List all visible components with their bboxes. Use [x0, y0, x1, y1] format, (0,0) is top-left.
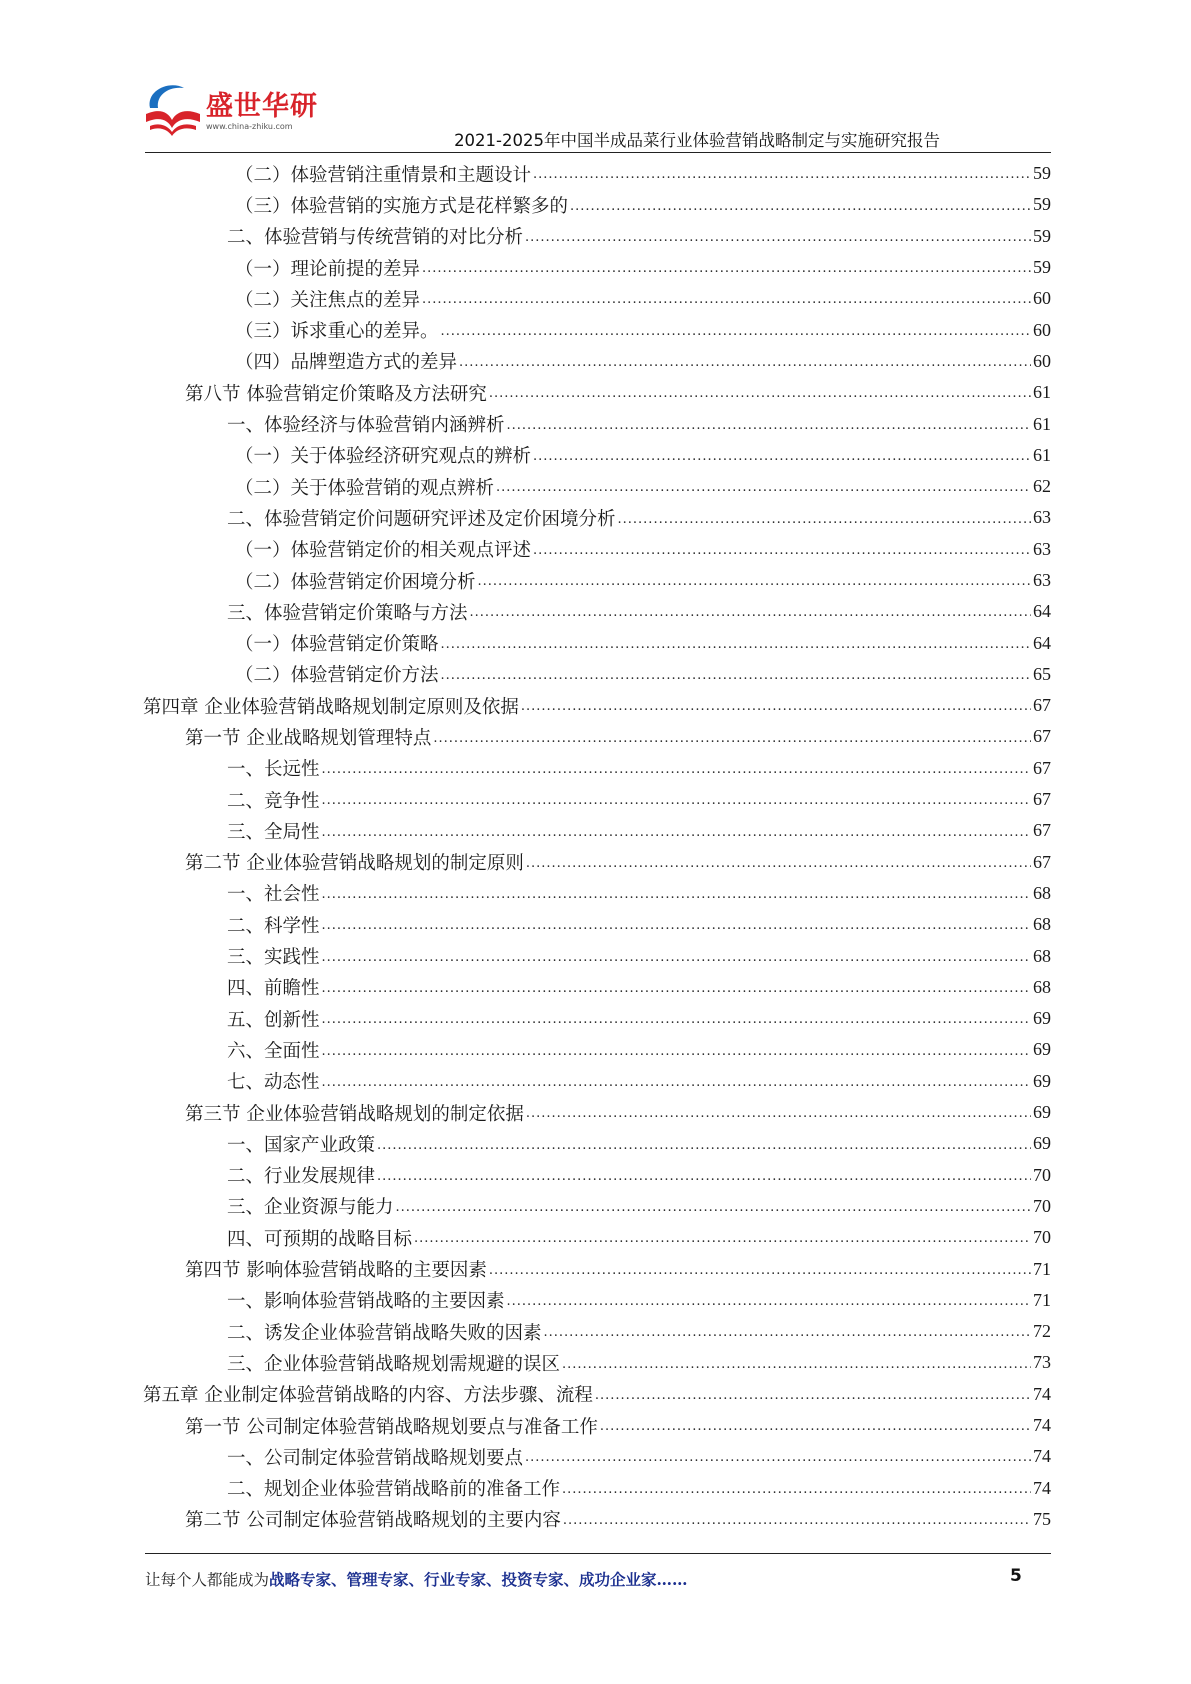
toc-dot-leader: [600, 1419, 1031, 1441]
toc-dot-leader: [562, 1357, 1031, 1379]
toc-entry-title: 二、科学性: [227, 915, 320, 937]
toc-dot-leader: [441, 324, 1031, 346]
toc-dot-leader: [322, 1012, 1031, 1034]
toc-dot-leader: [396, 1200, 1031, 1222]
slogan-highlight: 战略专家、管理专家、行业专家、投资专家、成功企业家……: [269, 1570, 688, 1589]
report-title: 2021-2025年中国半成品菜行业体验营销战略制定与实施研究报告: [454, 131, 940, 150]
toc-entry-page: 60: [1033, 288, 1051, 309]
table-of-contents: [143, 158, 1051, 1535]
toc-entry-page: 73: [1033, 1352, 1051, 1373]
toc-entry[interactable]: [143, 408, 1051, 439]
toc-entry-page: 60: [1033, 319, 1051, 340]
toc-entry[interactable]: [143, 940, 1051, 971]
toc-entry-title: 一、影响体验营销战略的主要因素: [227, 1291, 505, 1313]
toc-entry-title: 二、规划企业体验营销战略前的准备工作: [227, 1479, 561, 1501]
toc-entry-page: 68: [1033, 914, 1051, 935]
toc-entry-page: 59: [1033, 194, 1051, 215]
toc-entry[interactable]: [143, 847, 1051, 878]
toc-entry[interactable]: [143, 627, 1051, 658]
toc-entry[interactable]: [143, 721, 1051, 752]
toc-entry[interactable]: [143, 1222, 1051, 1253]
toc-entry[interactable]: [143, 565, 1051, 596]
toc-entry[interactable]: [143, 1097, 1051, 1128]
toc-entry-title: 三、实践性: [227, 947, 320, 969]
toc-entry-title: 一、社会性: [227, 884, 320, 906]
toc-entry[interactable]: [143, 1253, 1051, 1284]
toc-dot-leader: [322, 981, 1031, 1003]
toc-entry-page: 67: [1033, 757, 1051, 778]
toc-entry-title: 三、全局性: [227, 821, 320, 843]
toc-entry-title: （一）理论前提的差异: [235, 258, 421, 280]
toc-dot-leader: [489, 1263, 1031, 1285]
toc-entry-page: 59: [1033, 257, 1051, 278]
toc-entry-page: 69: [1033, 1008, 1051, 1029]
toc-entry[interactable]: [143, 283, 1051, 314]
toc-dot-leader: [414, 1231, 1031, 1253]
toc-entry[interactable]: [143, 753, 1051, 784]
toc-entry[interactable]: [143, 1347, 1051, 1378]
toc-entry[interactable]: [143, 1285, 1051, 1316]
toc-entry-title: 一、国家产业政策: [227, 1134, 376, 1156]
toc-entry[interactable]: [143, 1160, 1051, 1191]
toc-entry-page: 68: [1033, 945, 1051, 966]
toc-entry-title: （二）体验营销定价困境分析: [235, 571, 476, 593]
toc-dot-leader: [526, 1106, 1031, 1128]
toc-entry-title: （三）诉求重心的差异。: [235, 321, 439, 343]
toc-entry-title: 一、体验经济与体验营销内涵辨析: [227, 415, 505, 437]
toc-entry-title: （二）关注焦点的差异: [235, 289, 421, 311]
toc-entry-title: 三、企业体验营销战略规划需规避的误区: [227, 1353, 561, 1375]
toc-entry-title: 三、企业资源与能力: [227, 1197, 394, 1219]
toc-entry-page: 61: [1033, 413, 1051, 434]
toc-entry[interactable]: [143, 1128, 1051, 1159]
toc-entry-page: 74: [1033, 1446, 1051, 1467]
toc-entry-title: （一）体验营销定价策略: [235, 634, 439, 656]
toc-entry[interactable]: [143, 596, 1051, 627]
toc-dot-leader: [507, 1294, 1031, 1316]
toc-entry[interactable]: [143, 189, 1051, 220]
toc-entry[interactable]: [143, 1441, 1051, 1472]
toc-entry-page: 75: [1033, 1508, 1051, 1529]
toc-entry-page: 63: [1033, 507, 1051, 528]
toc-entry-page: 65: [1033, 663, 1051, 684]
toc-entry-title: （一）关于体验经济研究观点的辨析: [235, 446, 532, 468]
toc-entry-page: 74: [1033, 1415, 1051, 1436]
toc-entry-title: （三）体验营销的实施方式是花样繁多的: [235, 195, 569, 217]
toc-dot-leader: [526, 856, 1031, 878]
toc-entry-page: 68: [1033, 882, 1051, 903]
toc-entry-page: 74: [1033, 1383, 1051, 1404]
toc-entry-title: 三、体验营销定价策略与方法: [227, 602, 468, 624]
toc-entry-page: 71: [1033, 1289, 1051, 1310]
logo-url: www.china-zhiku.com: [206, 122, 293, 131]
toc-entry[interactable]: [143, 346, 1051, 377]
toc-entry-title: 第一节 企业战略规划管理特点: [185, 727, 432, 749]
toc-dot-leader: [489, 386, 1031, 408]
toc-entry[interactable]: [143, 1034, 1051, 1065]
toc-entry[interactable]: [143, 502, 1051, 533]
toc-entry-title: 六、全面性: [227, 1040, 320, 1062]
toc-dot-leader: [441, 637, 1031, 659]
toc-dot-leader: [322, 887, 1031, 909]
toc-dot-leader: [459, 355, 1031, 377]
toc-dot-leader: [507, 418, 1031, 440]
toc-dot-leader: [618, 512, 1031, 534]
toc-dot-leader: [422, 292, 1031, 314]
toc-dot-leader: [544, 1325, 1031, 1347]
toc-entry-page: 59: [1033, 225, 1051, 246]
toc-entry-title: 四、可预期的战略目标: [227, 1228, 413, 1250]
toc-entry[interactable]: [143, 1316, 1051, 1347]
toc-entry-page: 67: [1033, 726, 1051, 747]
toc-entry-title: 四、前瞻性: [227, 978, 320, 1000]
toc-entry[interactable]: [143, 815, 1051, 846]
toc-entry-page: 63: [1033, 570, 1051, 590]
toc-entry-title: 二、诱发企业体验营销战略失败的因素: [227, 1322, 542, 1344]
toc-entry-title: （二）关于体验营销的观点辨析: [235, 477, 495, 499]
toc-entry-title: 第四章 企业体验营销战略规划制定原则及依据: [143, 696, 519, 718]
toc-dot-leader: [322, 950, 1031, 972]
toc-entry-page: 70: [1033, 1164, 1051, 1185]
toc-entry-page: 69: [1033, 1133, 1051, 1154]
toc-entry-page: 61: [1033, 444, 1051, 465]
toc-entry-title: 第一节 公司制定体验营销战略规划要点与准备工作: [185, 1416, 598, 1438]
footer-divider: [145, 1553, 1051, 1554]
page-number: 5: [1010, 1566, 1022, 1586]
toc-entry-page: 67: [1033, 789, 1051, 810]
toc-entry-title: 二、行业发展规律: [227, 1166, 376, 1188]
toc-entry[interactable]: [143, 471, 1051, 502]
toc-entry[interactable]: [143, 534, 1051, 565]
toc-entry-page: 61: [1033, 382, 1051, 403]
toc-dot-leader: [533, 449, 1031, 471]
toc-entry[interactable]: [143, 252, 1051, 283]
toc-entry[interactable]: [143, 1504, 1051, 1535]
toc-entry-title: 二、竞争性: [227, 790, 320, 812]
toc-dot-leader: [496, 480, 1031, 502]
toc-dot-leader: [322, 1044, 1031, 1066]
footer-slogan: [145, 1568, 688, 1590]
toc-entry-page: 64: [1033, 601, 1051, 622]
toc-dot-leader: [322, 825, 1031, 847]
toc-entry[interactable]: [143, 909, 1051, 940]
toc-entry[interactable]: [143, 440, 1051, 471]
toc-entry[interactable]: [143, 690, 1051, 721]
toc-entry-page: 70: [1033, 1195, 1051, 1216]
toc-entry-page: 67: [1033, 695, 1051, 716]
toc-dot-leader: [422, 261, 1031, 283]
toc-dot-leader: [521, 699, 1031, 721]
toc-entry-page: 67: [1033, 851, 1051, 872]
toc-entry-title: （四）品牌塑造方式的差异: [235, 352, 458, 374]
toc-entry-page: 64: [1033, 632, 1051, 653]
toc-entry-page: 62: [1033, 476, 1051, 497]
toc-entry-title: 二、体验营销定价问题研究评述及定价困境分析: [227, 508, 616, 530]
toc-dot-leader: [525, 1450, 1031, 1472]
header-divider: [145, 152, 1051, 153]
book-logo-icon: [140, 78, 204, 142]
toc-dot-leader: [470, 605, 1031, 627]
toc-dot-leader: [322, 762, 1031, 784]
toc-entry[interactable]: [143, 784, 1051, 815]
toc-entry[interactable]: [143, 158, 1051, 189]
slogan-lead: 让每个人都能成为: [145, 1571, 270, 1589]
toc-entry-page: 69: [1033, 1039, 1051, 1060]
toc-entry[interactable]: [143, 1472, 1051, 1503]
toc-entry[interactable]: [143, 1066, 1051, 1097]
toc-entry-page: 70: [1033, 1227, 1051, 1248]
toc-entry[interactable]: [143, 377, 1051, 408]
company-logo: [140, 78, 318, 148]
toc-entry-page: 69: [1033, 1070, 1051, 1091]
toc-entry[interactable]: [143, 221, 1051, 252]
toc-entry-page: 59: [1033, 163, 1051, 184]
toc-entry-page: 60: [1033, 350, 1051, 371]
toc-entry-title: 一、公司制定体验营销战略规划要点: [227, 1447, 524, 1469]
toc-dot-leader: [322, 793, 1031, 815]
toc-dot-leader: [322, 918, 1031, 940]
toc-entry-page: 63: [1033, 538, 1051, 559]
toc-entry[interactable]: [143, 1410, 1051, 1441]
toc-entry-title: 一、长远性: [227, 759, 320, 781]
toc-dot-leader: [562, 1482, 1031, 1504]
toc-entry-title: 第八节 体验营销定价策略及方法研究: [185, 383, 487, 405]
toc-entry-title: 第二节 公司制定体验营销战略规划的主要内容: [185, 1510, 561, 1532]
toc-entry-title: 第五章 企业制定体验营销战略的内容、方法步骤、流程: [143, 1385, 593, 1407]
toc-dot-leader: [563, 1513, 1031, 1535]
toc-dot-leader: [595, 1388, 1031, 1410]
toc-dot-leader: [377, 1138, 1031, 1160]
toc-entry-title: （二）体验营销定价方法: [235, 665, 439, 687]
toc-entry-title: 二、体验营销与传统营销的对比分析: [227, 227, 524, 249]
toc-entry-page: 74: [1033, 1477, 1051, 1498]
page-header: [0, 0, 1191, 160]
toc-entry-title: 第四节 影响体验营销战略的主要因素: [185, 1260, 487, 1282]
toc-entry-title: 七、动态性: [227, 1072, 320, 1094]
toc-dot-leader: [525, 230, 1031, 252]
toc-entry-page: 67: [1033, 820, 1051, 841]
toc-entry-page: 72: [1033, 1321, 1051, 1342]
toc-dot-leader: [433, 731, 1031, 753]
toc-entry[interactable]: [143, 314, 1051, 345]
toc-entry-page: 69: [1033, 1102, 1051, 1123]
toc-dot-leader: [478, 574, 1031, 596]
toc-dot-leader: [441, 668, 1031, 690]
toc-dot-leader: [570, 199, 1031, 221]
toc-entry[interactable]: [143, 659, 1051, 690]
toc-entry[interactable]: [143, 878, 1051, 909]
toc-entry[interactable]: [143, 1191, 1051, 1222]
toc-entry-page: 71: [1033, 1258, 1051, 1279]
toc-entry[interactable]: [143, 972, 1051, 1003]
toc-entry-title: 五、创新性: [227, 1009, 320, 1031]
toc-dot-leader: [533, 543, 1031, 565]
toc-entry[interactable]: [143, 1379, 1051, 1410]
toc-entry-title: 第三节 企业体验营销战略规划的制定依据: [185, 1103, 524, 1125]
logo-name: 盛世华研: [206, 91, 318, 122]
toc-dot-leader: [377, 1169, 1031, 1191]
toc-dot-leader: [533, 167, 1031, 189]
toc-entry-title: （二）体验营销注重情景和主题设计: [235, 164, 532, 186]
toc-entry[interactable]: [143, 1003, 1051, 1034]
toc-entry-page: 68: [1033, 976, 1051, 997]
toc-entry-title: （一）体验营销定价的相关观点评述: [235, 540, 532, 562]
toc-entry-title: 第二节 企业体验营销战略规划的制定原则: [185, 853, 524, 875]
toc-dot-leader: [322, 1075, 1031, 1097]
